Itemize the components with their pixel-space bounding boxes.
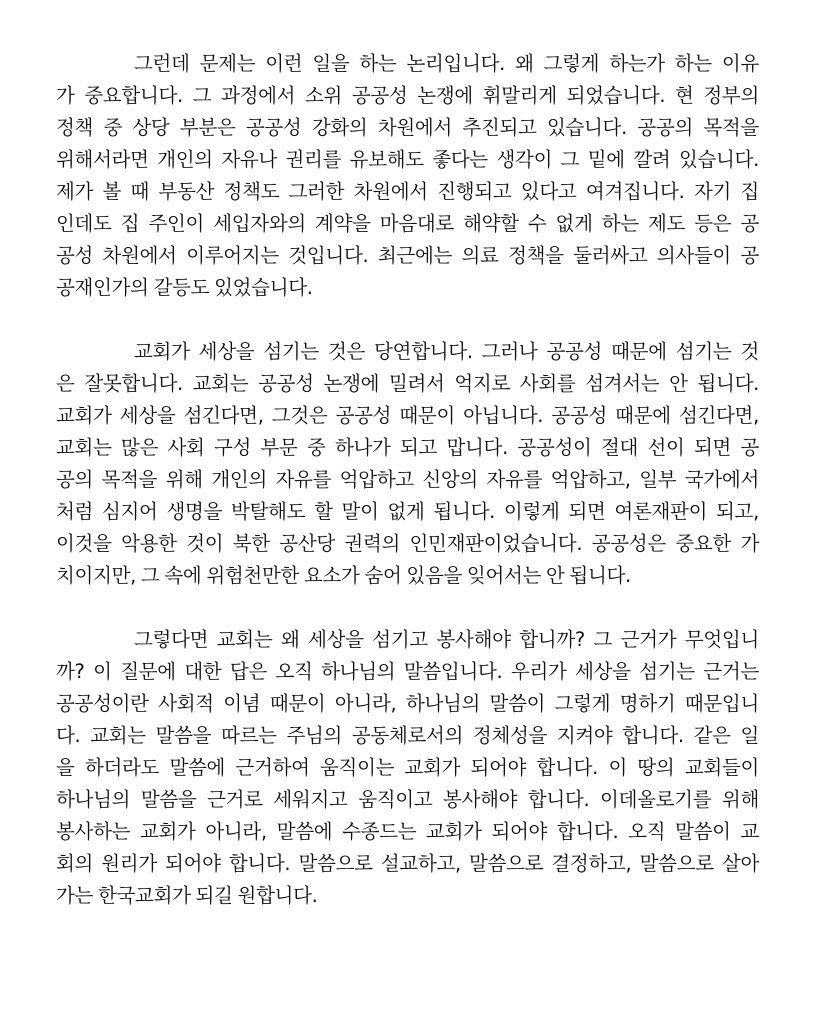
text-line: 가는 한국교회가 되길 원합니다. [56, 884, 318, 907]
text-line: 그렇다면 교회는 왜 세상을 섬기고 봉사해야 합니까? 그 근거가 무엇입니 [134, 628, 759, 651]
text-line: 교회는 많은 사회 구성 부문 중 하나가 되고 맙니다. 공공성이 절대 선이 되면 공 [56, 436, 759, 459]
text-line: 회의 원리가 되어야 합니다. 말씀으로 설교하고, 말씀으로 결정하고, 말씀으로 살아 [56, 852, 759, 875]
text-line: 봉사하는 교회가 아니라, 말씀에 수종드는 교회가 되어야 합니다. 오직 말씀이 교 [56, 820, 759, 843]
text-line: 공공성이란 사회적 이념 때문이 아니라, 하나님의 말씀이 그렇게 명하기 때문입니 [56, 692, 759, 715]
text-line: 공성 차원에서 이루어지는 것입니다. 최근에는 의료 정책을 둘러싸고 의사들이 공 [56, 244, 759, 267]
text-line: 교회가 세상을 섬긴다면, 그것은 공공성 때문이 아닙니다. 공공성 때문에 섬긴다면, [56, 404, 759, 427]
text-line: 위해서라면 개인의 자유나 권리를 유보해도 좋다는 생각이 그 밑에 깔려 있습니다. [56, 148, 759, 171]
paragraph-2 [56, 336, 759, 592]
text-line: 다. 교회는 말씀을 따르는 주님의 공동체로서의 정체성을 지켜야 합니다. 같은 일 [56, 724, 759, 747]
text-line: 가 중요합니다. 그 과정에서 소위 공공성 논쟁에 휘말리게 되었습니다. 현 정부의 [56, 84, 759, 107]
text-line: 이것을 악용한 것이 북한 공산당 권력의 인민재판이었습니다. 공공성은 중요한 가 [56, 532, 759, 555]
text-line: 은 잘못합니다. 교회는 공공성 논쟁에 밀려서 억지로 사회를 섬겨서는 안 됩니다. [56, 372, 759, 395]
text-line: 까? 이 질문에 대한 답은 오직 하나님의 말씀입니다. 우리가 세상을 섬기는 근거는 [56, 660, 759, 683]
text-line: 그런데 문제는 이런 일을 하는 논리입니다. 왜 그렇게 하는가 하는 이유 [134, 52, 759, 75]
text-line: 을 하더라도 말씀에 근거하여 움직이는 교회가 되어야 합니다. 이 땅의 교회들이 [56, 756, 759, 779]
text-line: 교회가 세상을 섬기는 것은 당연합니다. 그러나 공공성 때문에 섬기는 것 [134, 340, 759, 363]
text-line: 공의 목적을 위해 개인의 자유를 억압하고 신앙의 자유를 억압하고, 일부 국가에서 [56, 468, 759, 491]
paragraph-3 [56, 624, 759, 912]
text-line: 하나님의 말씀을 근거로 세워지고 움직이고 봉사해야 합니다. 이데올로기를 위해 [56, 788, 759, 811]
text-line: 공재인가의 갈등도 있었습니다. [56, 276, 313, 299]
text-line: 정책 중 상당 부분은 공공성 강화의 차원에서 추진되고 있습니다. 공공의 목적을 [56, 116, 759, 139]
text-line: 인데도 집 주인이 세입자와의 계약을 마음대로 해약할 수 없게 하는 제도 등은 공 [56, 212, 759, 235]
text-line: 제가 볼 때 부동산 정책도 그러한 차원에서 진행되고 있다고 여겨집니다. 자기 집 [56, 180, 759, 203]
paragraph-1 [56, 48, 759, 304]
text-line: 처럼 심지어 생명을 박탈해도 할 말이 없게 됩니다. 이렇게 되면 여론재판이 되고, [56, 500, 759, 523]
text-line: 치이지만, 그 속에 위험천만한 요소가 숨어 있음을 잊어서는 안 됩니다. [56, 564, 631, 587]
